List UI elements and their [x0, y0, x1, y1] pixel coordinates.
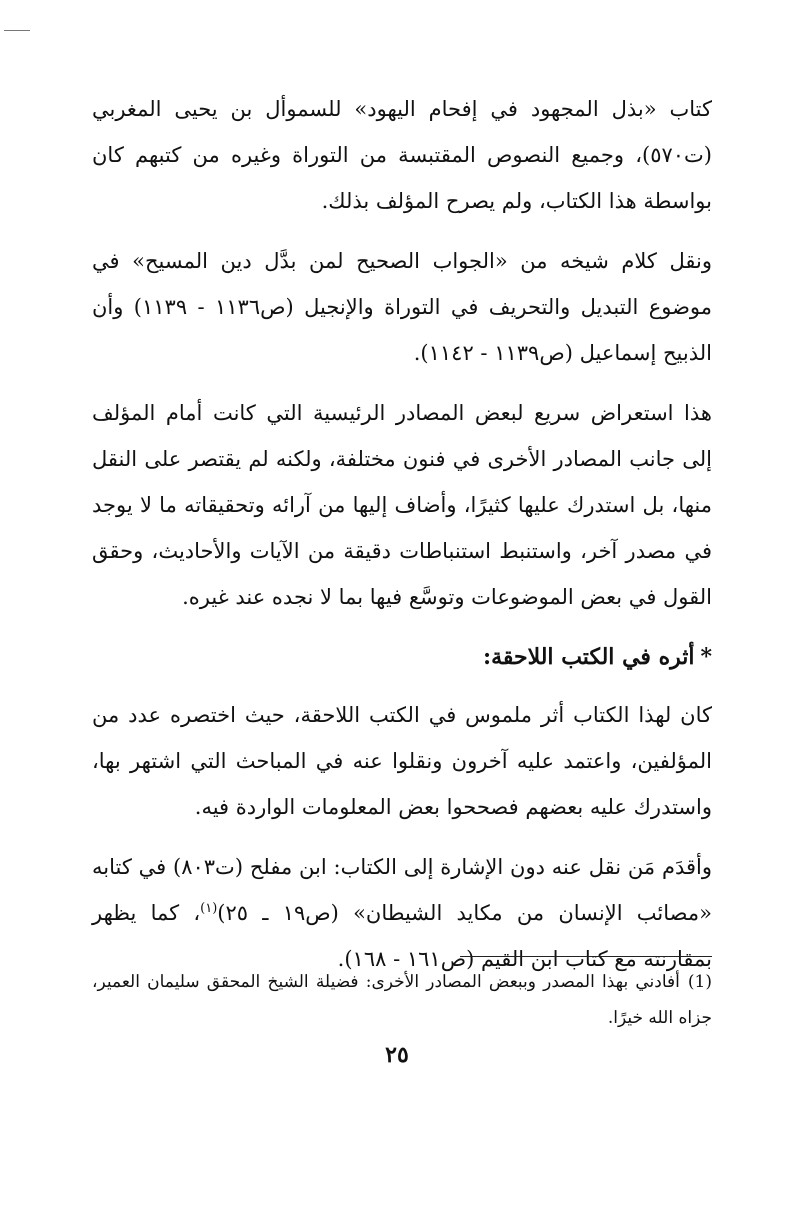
paragraph-1: كتاب «بذل المجهود في إفحام اليهود» للسموأل بن يحيى المغربي (ت٥٧٠)، وجميع النصوص المقتبسة من التوراة وغيره من كتبهم كان بواسطة هذا الكتاب، ولم يصرح المؤلف بذلك. [92, 97, 712, 213]
paragraph-5-text-b: ، كما يظهر بمقارنته مع كتاب ابن القيم (ص١٦١ - ١٦٨). [92, 901, 712, 971]
page-number: ٢٥ [385, 1042, 409, 1068]
paragraph-2: ونقل كلام شيخه من «الجواب الصحيح لمن بدَّل دين المسيح» في موضوع التبديل والتحريف في التوراة والإنجيل (ص١١٣٦ - ١١٣٩) وأن الذبيح إسماعيل (ص١١٣٩ - ١١٤٢). [92, 249, 713, 365]
section-heading [92, 634, 712, 680]
footnote-number: (1) [687, 972, 712, 992]
paragraph-4: كان لهذا الكتاب أثر ملموس في الكتب اللاحقة، حيث اختصره عدد من المؤلفين، واعتمد عليه آخرون ونقلوا عنه في المباحث التي اشتهر بها، واستدرك عليه بعضهم فصححوا بعض المعلومات الواردة فيه. [92, 703, 712, 819]
paragraph-3: هذا استعراض سريع لبعض المصادر الرئيسية التي كانت أمام المؤلف إلى جانب المصادر الأخرى في فنون مختلفة، ولكنه لم يقتصر على النقل منها، بل استدرك عليها كثيرًا، وأضاف إليها من آرائه وتحقيقاته ما لا يوجد في مصدر آخر، واستنبط استنباطات دقيقة من الآيات والأحاديث، وحقق القول في بعض الموضوعات وتوسَّع فيها بما لا نجده عند غيره. [92, 401, 712, 609]
asterisk-icon: * [700, 644, 712, 670]
paragraph-5-text-a: وأقدَم مَن نقل عنه دون الإشارة إلى الكتاب: ابن مفلح (ت٨٠٣) في كتابه «مصائب الإنسان من مكايد الشيطان» (ص١٩ ـ ٢٥) [92, 855, 712, 925]
page-body [92, 86, 712, 996]
footnote-divider [460, 956, 712, 957]
footnote-text: أفادني بهذا المصدر وببعض المصادر الأخرى: فضيلة الشيخ المحقق سليمان العمير، جزاه الله خيرًا. [92, 972, 712, 1028]
scan-corner-mark [4, 30, 30, 31]
footnote [92, 964, 712, 1036]
footnote-reference[interactable]: (١) [200, 901, 218, 916]
paragraph-5 [92, 844, 712, 982]
section-heading-text: أثره في الكتب اللاحقة: [482, 644, 695, 670]
